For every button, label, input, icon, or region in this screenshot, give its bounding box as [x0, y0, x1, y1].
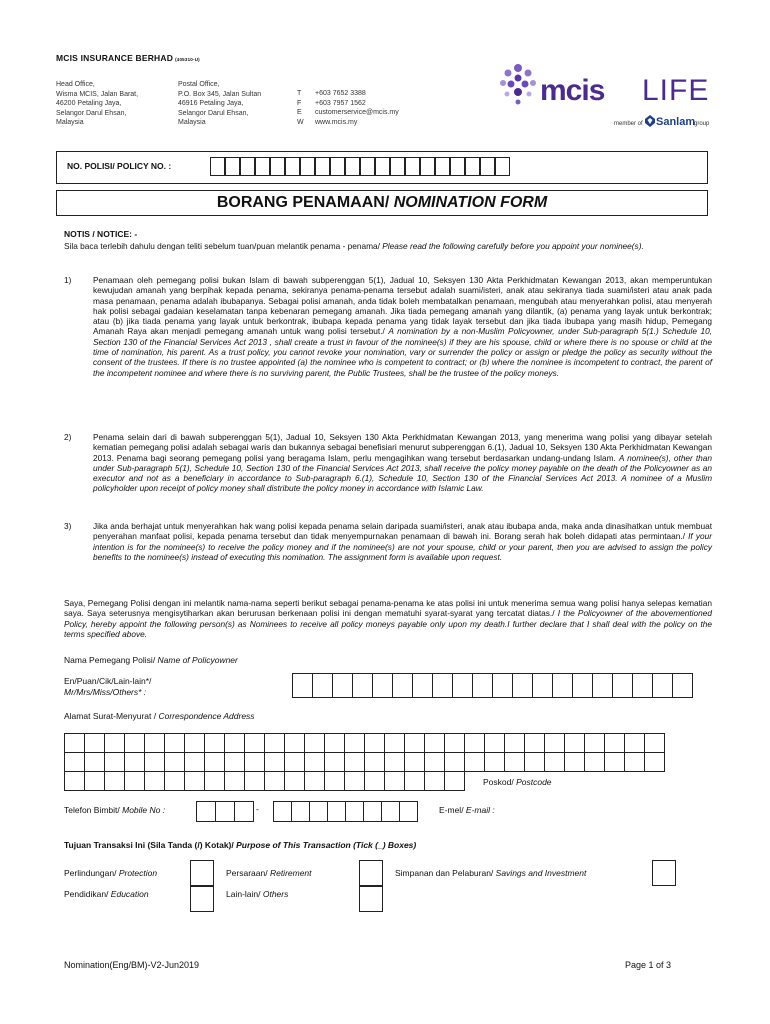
address-char-cell[interactable]	[64, 752, 85, 772]
mobile-digit-cell[interactable]	[327, 801, 346, 822]
address-char-cell[interactable]	[504, 752, 525, 772]
option-label-bm: Simpanan dan Pelaburan/	[395, 868, 496, 878]
address-char-cell[interactable]	[164, 771, 185, 791]
checkbox-retirement[interactable]	[359, 860, 383, 886]
address-char-cell[interactable]	[224, 771, 245, 791]
address-char-cell[interactable]	[124, 752, 145, 772]
address-line: Malaysia	[178, 119, 206, 126]
address-line: 46200 Petaling Jaya,	[56, 100, 122, 107]
option-label-en: Education	[110, 889, 149, 899]
policy-number-cell[interactable]	[285, 157, 300, 176]
address-line: Head Office,	[56, 81, 95, 88]
address-char-cell[interactable]	[544, 733, 565, 753]
address-char-cell[interactable]	[464, 752, 485, 772]
address-char-cell[interactable]	[144, 733, 165, 753]
address-char-cell[interactable]	[224, 752, 245, 772]
address-char-cell[interactable]	[564, 733, 585, 753]
email-label-en: E-mail :	[465, 805, 495, 815]
item-number: 3)	[64, 521, 72, 531]
notice-item-2-en: A nominee(s), other than under Sub-paragraph 5(1), Schedule 10, Section 130 of the Financial Services Act 2013, shall receive the policy money payable on the death of the Policyowner as an executor and not as a beneficiary in accordance to Sub-paragraph 6.(1), Schedule 10, Section 130 of the Financial Services Act 2013. A nominee of a Muslim policyholder upon receipt of policy money shall distribute the policy money in accordance with Islamic Law.	[93, 452, 712, 494]
address-char-cell[interactable]	[564, 752, 585, 772]
address-char-cell[interactable]	[124, 771, 145, 791]
option-education-label	[64, 889, 149, 899]
name-char-cell[interactable]	[652, 673, 673, 698]
tick-glyph: /	[197, 840, 200, 850]
address-char-cell[interactable]	[264, 733, 285, 753]
contact-letter: T	[297, 90, 302, 97]
address-char-cell[interactable]	[304, 733, 325, 753]
address-label-en: Correspondence Address	[158, 711, 255, 721]
declaration-en: I the Policyowner of the abovementioned Policy, hereby appoint the following person(s) as Nominees to receive all policy moneys payable only upon my death.I further declare that I shall deal with the policy on the terms specified above.	[64, 608, 712, 639]
notice-item-2	[93, 432, 712, 494]
address-char-cell[interactable]	[424, 733, 445, 753]
mobile-digit-cell[interactable]	[196, 801, 216, 822]
name-char-cell[interactable]	[492, 673, 513, 698]
mobile-digit-cell[interactable]	[363, 801, 382, 822]
address-char-cell[interactable]	[284, 771, 305, 791]
notice-item-3-bm: Jika anda berhajat untuk menyerahkan hak wang polisi kepada penama selain daripada suami/isteri, anak atau ibubapa anda, maka anda dinasihatkan untuk membuat penyerahan manfaat polisi, kepada penama tersebut dan tidak menyempurnakan penamaan di bawah ini. Borang serah hak boleh didapati atas permintaan./	[93, 521, 712, 542]
tick-glyph: _	[377, 840, 383, 850]
address-char-cell[interactable]	[384, 771, 405, 791]
company-reg-no: (405310-U)	[175, 57, 200, 62]
address-char-cell[interactable]	[584, 733, 605, 753]
address-line: Malaysia	[56, 119, 84, 126]
contact-phone: +603 7652 3388	[315, 90, 366, 97]
postal-office-address	[178, 80, 261, 128]
policy-number-cell[interactable]	[240, 157, 255, 176]
name-char-cell[interactable]	[572, 673, 593, 698]
head-office-address	[56, 80, 138, 128]
postcode-label-en: Postcode	[516, 777, 552, 787]
policy-number-cell[interactable]	[300, 157, 315, 176]
address-char-cell[interactable]	[284, 733, 305, 753]
address-char-cell[interactable]	[584, 752, 605, 772]
address-char-cell[interactable]	[104, 733, 125, 753]
address-char-cell[interactable]	[144, 752, 165, 772]
policy-number-cell[interactable]	[315, 157, 330, 176]
address-char-cell[interactable]	[364, 752, 385, 772]
name-char-cell[interactable]	[412, 673, 433, 698]
address-char-cell[interactable]	[64, 733, 85, 753]
contact-email: customerservice@mcis.my	[315, 109, 399, 116]
title-salutation-label	[64, 676, 151, 698]
mobile-digit-cell[interactable]	[234, 801, 254, 822]
notice-intro-bm: Sila baca terlebih dahulu dengan teliti sebelum tuan/puan melantik penama - penama/	[64, 241, 383, 251]
address-char-cell[interactable]	[524, 733, 545, 753]
address-char-cell[interactable]	[104, 752, 125, 772]
option-label-bm: Lain-lain/	[226, 889, 263, 899]
address-char-cell[interactable]	[204, 733, 225, 753]
mobile-digit-cell[interactable]	[291, 801, 310, 822]
document-reference: Nomination(Eng/BM)-V2-Jun2019	[64, 960, 200, 970]
address-char-cell[interactable]	[264, 752, 285, 772]
contact-fax: +603 7957 1562	[315, 99, 366, 107]
policyowner-name-bm: Nama Pemegang Polisi/	[64, 655, 158, 665]
policy-number-cell[interactable]	[495, 157, 510, 176]
address-char-cell[interactable]	[444, 771, 465, 791]
name-char-cell[interactable]	[392, 673, 413, 698]
checkbox-savings-investment[interactable]	[652, 860, 676, 886]
address-char-cell[interactable]	[244, 771, 265, 791]
option-retirement-label	[226, 868, 312, 878]
policy-number-cell[interactable]	[450, 157, 465, 176]
name-char-cell[interactable]	[332, 673, 353, 698]
policy-number-cell[interactable]	[405, 157, 420, 176]
address-label	[64, 711, 255, 721]
purpose-heading	[64, 840, 416, 850]
address-char-cell[interactable]	[344, 752, 365, 772]
mobile-digit-cell[interactable]	[215, 801, 235, 822]
member-of-label: member of	[614, 121, 643, 127]
address-char-cell[interactable]	[404, 733, 425, 753]
address-char-cell[interactable]	[84, 752, 105, 772]
address-char-cell[interactable]	[484, 733, 505, 753]
address-line: Wisma MCIS, Jalan Barat,	[56, 90, 139, 98]
address-char-cell[interactable]	[384, 733, 405, 753]
policy-number-cell[interactable]	[390, 157, 405, 176]
policyowner-name-label	[64, 655, 238, 665]
address-char-cell[interactable]	[404, 752, 425, 772]
address-char-cell[interactable]	[424, 752, 445, 772]
address-char-cell[interactable]	[64, 771, 85, 791]
address-char-cell[interactable]	[624, 752, 645, 772]
policy-number-cell[interactable]	[420, 157, 435, 176]
declaration-text	[64, 598, 712, 639]
address-line: Selangor Darul Ehsan,	[56, 109, 127, 117]
company-name-text: MCIS INSURANCE BERHAD	[56, 53, 174, 63]
name-char-cell[interactable]	[552, 673, 573, 698]
name-char-cell[interactable]	[452, 673, 473, 698]
name-char-cell[interactable]	[612, 673, 633, 698]
sanlam-label: Sanlam	[656, 116, 696, 128]
policy-number-row	[56, 151, 708, 184]
address-char-cell[interactable]	[344, 733, 365, 753]
contact-website: www.mcis.my	[315, 118, 358, 126]
policy-number-cell[interactable]	[435, 157, 450, 176]
address-char-cell[interactable]	[644, 752, 665, 772]
option-label-bm: Perlindungan/	[64, 868, 119, 878]
address-char-cell[interactable]	[104, 771, 125, 791]
notice-intro	[64, 241, 700, 251]
policy-number-cell[interactable]	[375, 157, 390, 176]
address-char-cell[interactable]	[364, 733, 385, 753]
address-char-cell[interactable]	[424, 771, 445, 791]
address-char-cell[interactable]	[124, 733, 145, 753]
address-char-cell[interactable]	[504, 733, 525, 753]
address-char-cell[interactable]	[444, 733, 465, 753]
address-char-cell[interactable]	[84, 733, 105, 753]
address-char-cell[interactable]	[484, 752, 505, 772]
policy-number-cell[interactable]	[270, 157, 285, 176]
notice-item-2-bm: Penama selain dari di bawah subperenggan 5(1), Jadual 10, Seksyen 130 Akta Perkhidmatan Kewangan 2013, yang menerima wang polisi yang dibayar setelah kematian pemegang polisi adalah sebagai waris dan bukannya sebagai benefisiari menurut subperenggan 6.(1), Jadual 10, Seksyen 130 Akta Perkhidmatan Kewangan 2013. Penama bagi seorang pemegang polisi yang beragama Islam, perlu mengagihkan wang tersebut berdasarkan undang-undang Islam.	[93, 432, 712, 463]
address-char-cell[interactable]	[404, 771, 425, 791]
item-number: 1)	[64, 275, 72, 285]
name-char-cell[interactable]	[512, 673, 533, 698]
mcis-logo-icon	[498, 62, 538, 106]
policy-number-cell[interactable]	[330, 157, 345, 176]
contact-letter: E	[297, 109, 302, 116]
mobile-digit-cell[interactable]	[273, 801, 292, 822]
policy-number-cell[interactable]	[345, 157, 360, 176]
address-char-cell[interactable]	[324, 733, 345, 753]
name-char-cell[interactable]	[432, 673, 453, 698]
address-char-cell[interactable]	[604, 752, 625, 772]
address-char-cell[interactable]	[524, 752, 545, 772]
mobile-digit-cell[interactable]	[399, 801, 418, 822]
group-label: group	[694, 121, 710, 127]
name-char-cell[interactable]	[352, 673, 373, 698]
name-char-cell[interactable]	[472, 673, 493, 698]
title-salutation-en: Mr/Mrs/Miss/Others* :	[64, 687, 147, 697]
option-others-label	[226, 889, 288, 899]
address-char-cell[interactable]	[144, 771, 165, 791]
name-char-cell[interactable]	[292, 673, 313, 698]
address-char-cell[interactable]	[264, 771, 285, 791]
option-label-bm: Pendidikan/	[64, 889, 111, 899]
item-number: 2)	[64, 432, 72, 442]
policy-number-cell[interactable]	[480, 157, 495, 176]
policy-number-cell[interactable]	[225, 157, 240, 176]
contact-values	[315, 89, 399, 127]
mobile-dash: -	[256, 804, 259, 814]
notice-item-3-en: If your intention is for the nominee(s) to receive the policy money and if the nominee(s) are not your spouse, child or your parent, then you are advised to assign the policy benefits to the nominee(s) instead of executing this nomination. The assignment form is available upon request.	[93, 531, 712, 562]
name-char-cell[interactable]	[312, 673, 333, 698]
notice-item-1-en: A nomination by a non-Muslim Policyowner, under Sub-paragraph 5(1.) Schedule 10, Section 130 of the Financial Services Act 2013 , shall create a trust in favour of the nominee(s) if they are his spouse, child or where there is no spouse or child at the time of nomination, his parent. As a trust policy, you cannot revoke your nomination, vary or surrender the policy or assign or pledge the policy as security without the consent of the trustees. If there is no trustee appointed (a) the nominee who is competent to contract; or (b) where the nominee is incompetent to contract, the parent of the incompetent nominee and where there is no surviving parent, the Public Trustees, shall be the trustee of the policy moneys.	[93, 326, 712, 378]
form-title-en: NOMINATION FORM	[393, 194, 548, 211]
name-char-cell[interactable]	[672, 673, 693, 698]
checkbox-protection[interactable]	[190, 860, 214, 886]
address-char-cell[interactable]	[304, 771, 325, 791]
purpose-heading-bm: Tujuan Transaksi Ini (Sila Tanda (	[64, 840, 198, 850]
name-char-cell[interactable]	[632, 673, 653, 698]
policy-number-cell[interactable]	[255, 157, 270, 176]
notice-item-1-bm: Penamaan oleh pemegang polisi bukan Islam di bawah subperenggan 5(1), Jadual 10, Seksyen 130 Akta Perkhidmatan Kewangan 2013, akan memperuntukan kewujudan amanah yang berpihak kepada penama, sekiranya penama-penama tersebut adalah suami/isteri, anak atau sekiranya tiada suami/isteri atau anak pada masa penamaan, penama adalah ibubapanya. Sebagai polisi amanah, anda tidak boleh membatalkan penamaan, mengubah atau menyerahkan polisi, atau menyerah hak polisi sebagai gadaian keselamatan tanpa kebenaran pemegang amanah. Jika tiada pemegang amanah yang dilantik, (a) penama yang layak untuk berkontrak; atau (b) jika tiada penama yang layak untuk berkontrak, ibubapa kepada penama yang tidak layak tersebut dan jika tiada ibubapa yang masih hidup, Pemegang Amanah Raya akan menjadi pemegang amanah untuk wang polisi tersebut./	[93, 275, 712, 337]
email-label-bm: E-mel/	[439, 805, 466, 815]
mobile-label	[64, 805, 165, 815]
sanlam-logo-icon	[645, 115, 655, 127]
address-char-cell[interactable]	[184, 733, 205, 753]
address-char-cell[interactable]	[164, 752, 185, 772]
policy-number-label: NO. POLISI/ POLICY NO. :	[67, 161, 172, 171]
name-char-cell[interactable]	[372, 673, 393, 698]
policy-number-cell[interactable]	[465, 157, 480, 176]
postcode-label	[483, 777, 552, 787]
address-line: P.O. Box 345, Jalan Sultan	[178, 90, 262, 98]
address-char-cell[interactable]	[624, 733, 645, 753]
address-char-cell[interactable]	[84, 771, 105, 791]
logo-life: LIFE	[642, 74, 710, 107]
address-char-cell[interactable]	[324, 771, 345, 791]
form-title-bm: BORANG PENAMAAN/	[216, 194, 394, 211]
mobile-digit-cell[interactable]	[381, 801, 400, 822]
contact-letters	[297, 89, 304, 127]
purpose-heading-mid: ) Kotak)/	[199, 840, 237, 850]
company-name	[56, 53, 200, 63]
policyowner-name-en: Name of Policyowner	[157, 655, 238, 665]
address-char-cell[interactable]	[204, 771, 225, 791]
address-char-cell[interactable]	[464, 733, 485, 753]
postcode-label-bm: Poskod/	[483, 777, 517, 787]
purpose-heading-end: ) Boxes)	[382, 840, 417, 850]
option-savings-label	[395, 868, 586, 878]
address-char-cell[interactable]	[364, 771, 385, 791]
address-char-cell[interactable]	[184, 771, 205, 791]
option-protection-label	[64, 868, 157, 878]
address-char-cell[interactable]	[184, 752, 205, 772]
notice-intro-en: Please read the following carefully before you appoint your nominee(s).	[382, 241, 644, 251]
address-char-cell[interactable]	[604, 733, 625, 753]
address-line: 46916 Petaling Jaya,	[178, 100, 244, 107]
address-label-bm: Alamat Surat-Menyurat /	[64, 711, 159, 721]
address-char-cell[interactable]	[444, 752, 465, 772]
contact-letter: F	[297, 99, 302, 107]
address-char-cell[interactable]	[384, 752, 405, 772]
address-char-cell[interactable]	[544, 752, 565, 772]
address-char-cell[interactable]	[224, 733, 245, 753]
mobile-digit-cell[interactable]	[345, 801, 364, 822]
declaration-bm: Saya, Pemegang Polisi dengan ini melantik nama-nama seperti berikut sebagai penama-penama ke atas polisi ini untuk menerima semua wang polisi hanya selepas kematian saya. Saya seterusnya mengisytiharkan akan berurusan berkenaan polisi ini dengan mematuhi syarat-syarat yang tercatat diatas./	[64, 598, 712, 619]
address-char-cell[interactable]	[164, 733, 185, 753]
address-char-cell[interactable]	[324, 752, 345, 772]
title-salutation-bm: En/Puan/Cik/Lain-lain*/	[64, 676, 152, 686]
policy-number-cell[interactable]	[360, 157, 375, 176]
logo-wordmark: mcis	[540, 74, 605, 107]
address-char-cell[interactable]	[204, 752, 225, 772]
option-label-en: Retirement	[269, 868, 312, 878]
address-char-cell[interactable]	[244, 733, 265, 753]
mobile-digit-cell[interactable]	[309, 801, 328, 822]
address-line: Selangor Darul Ehsan,	[178, 109, 249, 117]
mobile-label-en: Mobile No :	[122, 805, 166, 815]
email-label	[439, 805, 495, 815]
purpose-heading-en: Purpose of This Transaction (Tick (	[236, 840, 378, 850]
checkbox-others[interactable]	[359, 886, 383, 912]
contact-letter: W	[297, 118, 304, 126]
option-label-en: Savings and Investment	[495, 868, 587, 878]
form-title-box	[56, 190, 708, 216]
address-char-cell[interactable]	[244, 752, 265, 772]
option-label-bm: Persaraan/	[226, 868, 270, 878]
option-label-en: Others	[262, 889, 289, 899]
address-char-cell[interactable]	[304, 752, 325, 772]
notice-item-3	[93, 521, 712, 562]
name-char-cell[interactable]	[592, 673, 613, 698]
notice-item-1	[93, 275, 712, 378]
address-char-cell[interactable]	[644, 733, 665, 753]
notice-heading: NOTIS / NOTICE: -	[64, 229, 138, 239]
name-char-cell[interactable]	[532, 673, 553, 698]
option-label-en: Protection	[118, 868, 158, 878]
address-line: Postal Office,	[178, 81, 220, 88]
mobile-label-bm: Telefon Bimbit/	[64, 805, 123, 815]
address-char-cell[interactable]	[344, 771, 365, 791]
address-char-cell[interactable]	[284, 752, 305, 772]
policy-number-cell[interactable]	[210, 157, 225, 176]
checkbox-education[interactable]	[190, 886, 214, 912]
page-number: Page 1 of 3	[625, 960, 672, 970]
